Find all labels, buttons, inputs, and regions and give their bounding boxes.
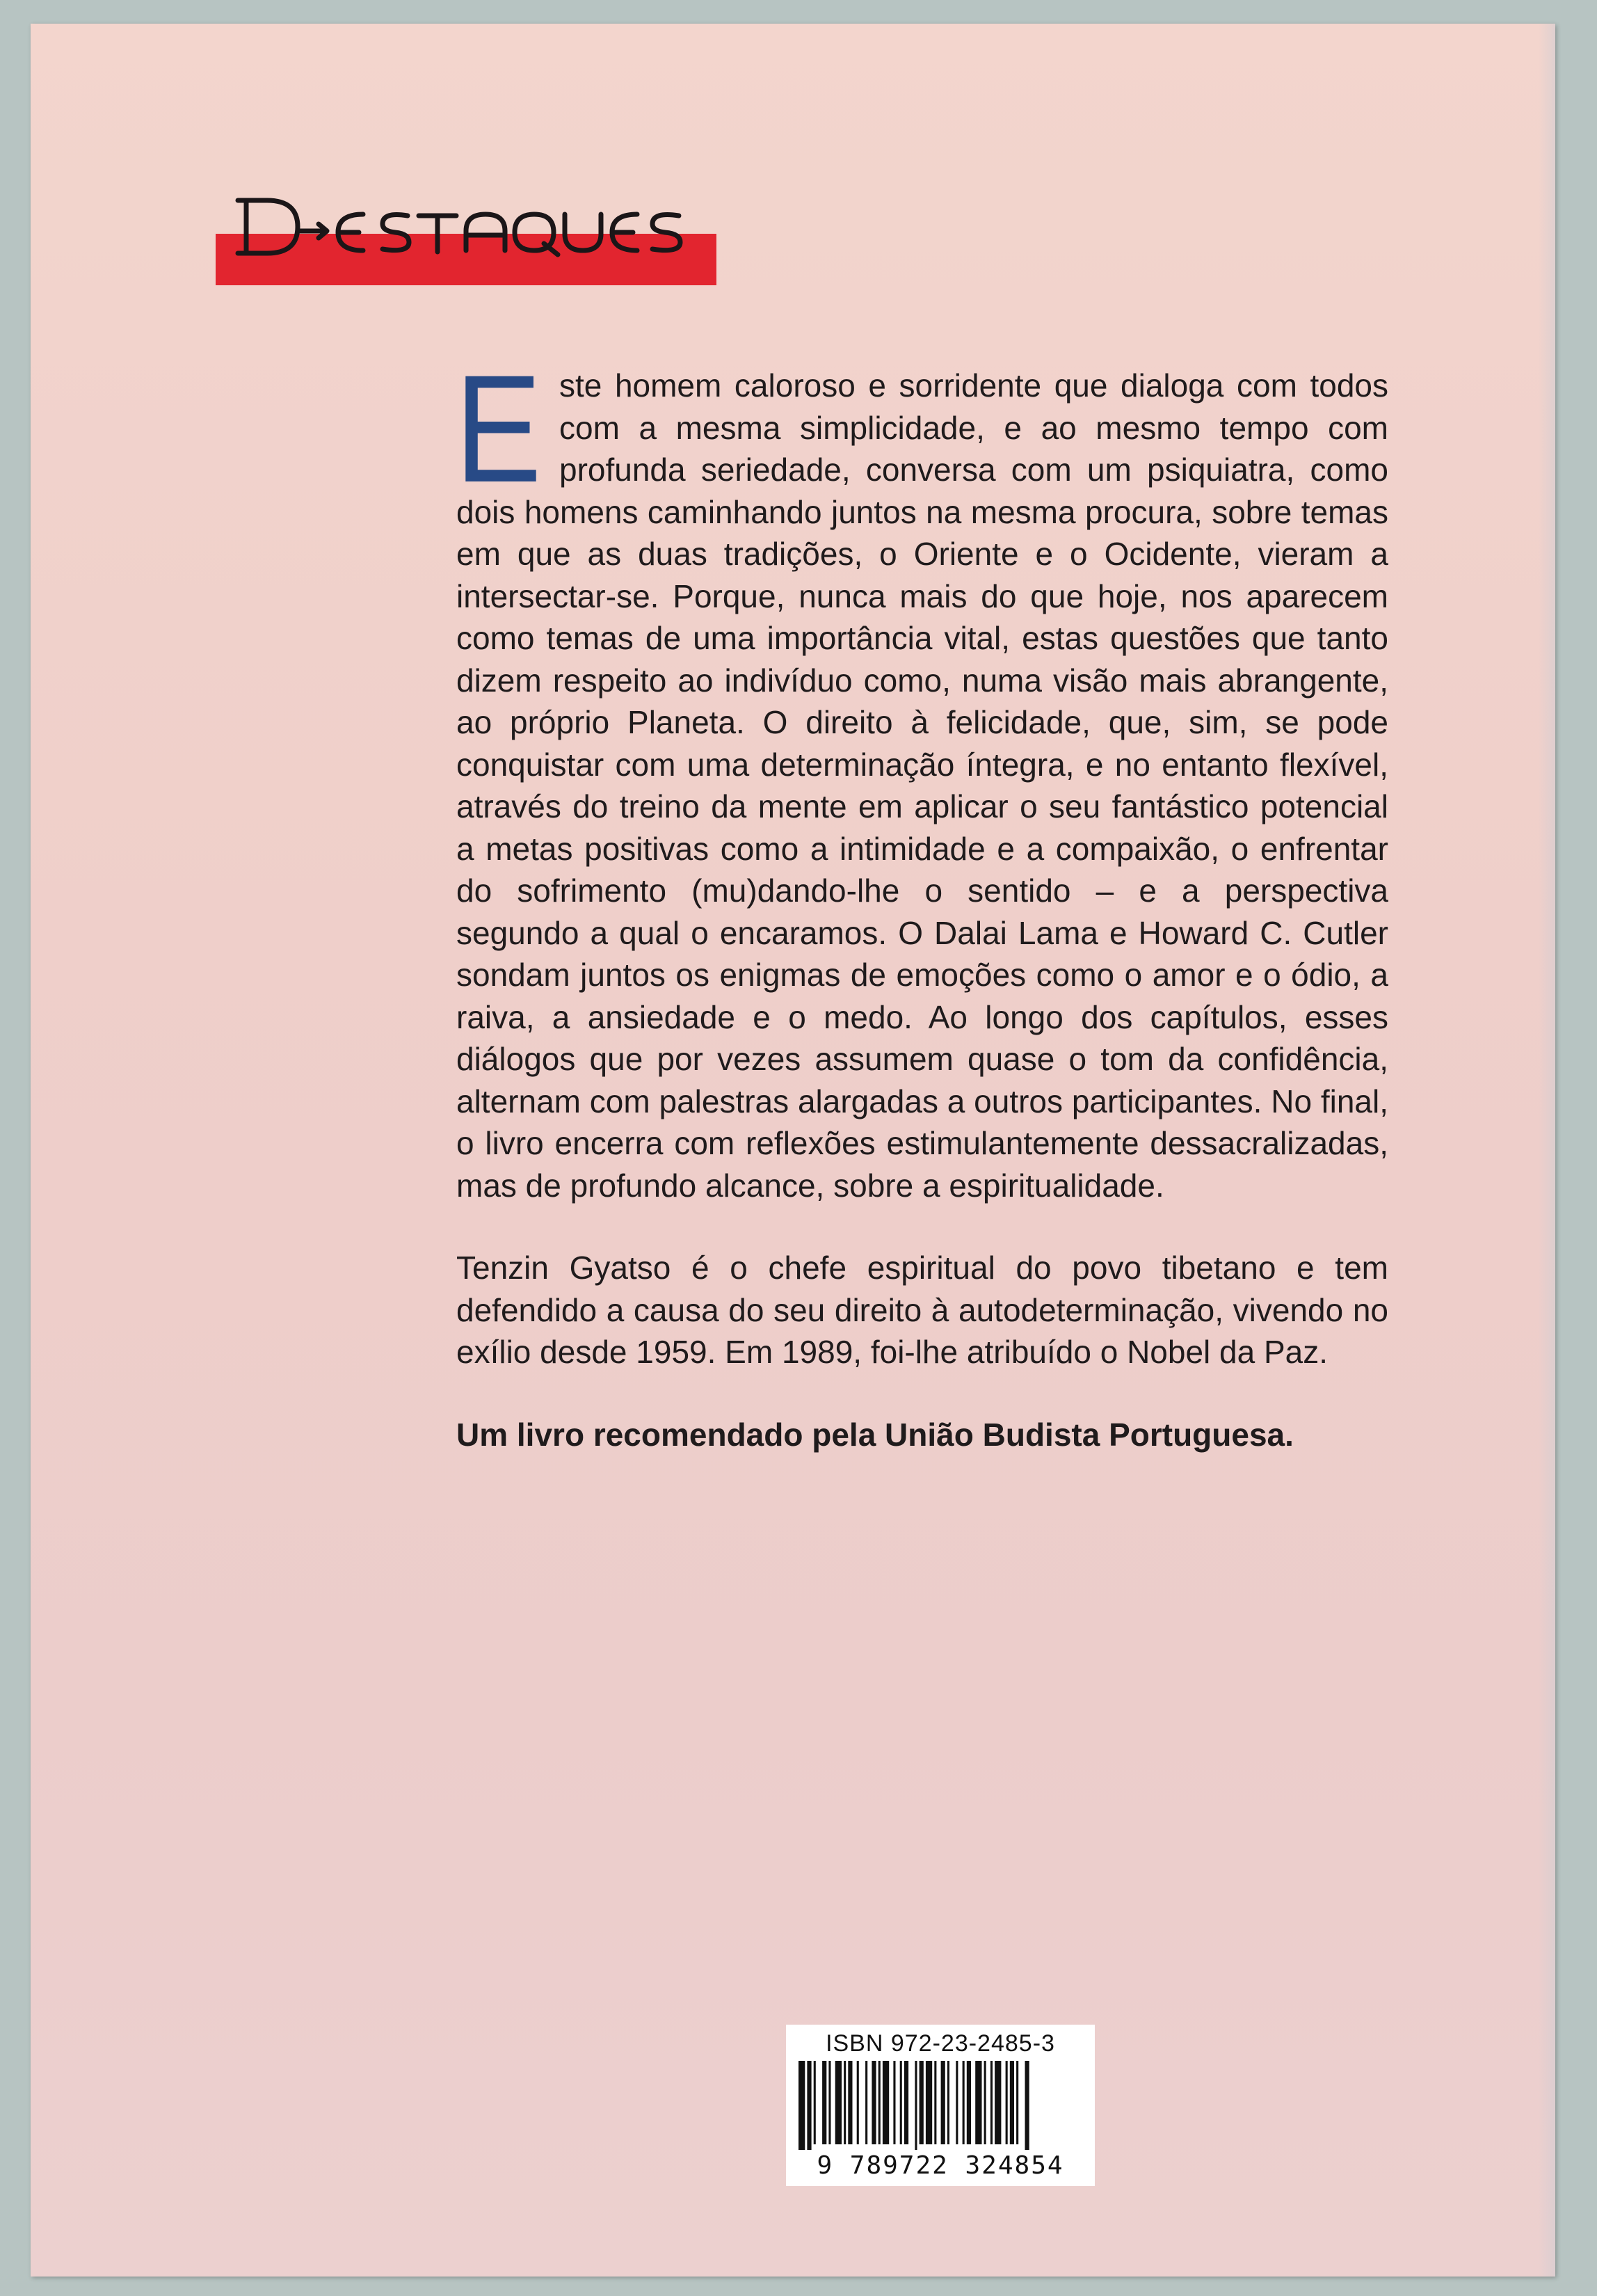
barcode-bar — [893, 2061, 895, 2144]
barcode-bar — [848, 2061, 852, 2144]
barcode-bar — [920, 2061, 924, 2144]
paragraph-1-text: ste homem caloroso e sorridente que dialoga com todos com a mesma simplicidade, e ao mesmo tempo com profunda seriedade, conversa com um psiquiatra, como dois homens caminhando juntos na mesma procura, sobre temas em que as duas tradições, o Oriente e o Ocidente, vieram a intersectar-se. Porque, nunca mais do que hoje, nos aparecem como temas de uma importância vital, estas questões que tanto dizem respeito ao indivíduo como, numa visão mais abrangente, ao próprio Planeta. O direito à felicidade, que, sim, se pode conquistar com uma determinação íntegra, e no entanto flexível, através do treino da mente em aplicar o seu fantástico potencial a metas positivas como a intimidade e a compaixão, o enfrentar do sofrimento (mu)dando-lhe o sentido – e a perspectiva segundo a qual o encaramos. O Dalai Lama e Howard C. Cutler sondam juntos os enigmas de emoções como o amor e o ódio, a raiva, a ansiedade e o medo. Ao longo dos capítulos, esses diálogos que por vezes assumem quase o tom da confidência, alternam com palestras alargadas a outros participantes. No final, o livro encerra com reflexões estimulantemente dessacralizadas, mas de profundo alcance, sobre a espiritualidade. — [456, 367, 1388, 1204]
barcode-bar — [975, 2061, 981, 2144]
barcode-bar — [967, 2061, 971, 2144]
barcode-bar — [872, 2061, 876, 2144]
dropcap-letter: E — [455, 343, 542, 514]
barcode-bar — [995, 2061, 1001, 2144]
barcode-bar — [984, 2061, 986, 2144]
barcode-bar — [822, 2061, 826, 2144]
barcode-bar — [990, 2061, 993, 2144]
destaques-logo — [216, 188, 716, 271]
barcode-bar — [900, 2061, 902, 2144]
barcode-bar — [963, 2061, 965, 2144]
barcode-bar — [844, 2061, 846, 2144]
blurb-paragraph-1 — [455, 343, 1388, 1206]
blurb-text — [455, 343, 1388, 1456]
barcode-bar — [947, 2061, 949, 2144]
barcode-bar — [904, 2061, 908, 2144]
barcode-bar — [926, 2061, 932, 2144]
barcode-bar — [915, 2061, 917, 2150]
barcode-bar — [878, 2061, 881, 2144]
barcode-bar — [807, 2061, 811, 2150]
barcode-bar — [934, 2061, 936, 2144]
barcode-bar — [828, 2061, 830, 2144]
recommendation-line: Um livro recomendado pela União Budista Portuguesa. — [456, 1416, 1294, 1453]
barcode-bars — [796, 2061, 1085, 2150]
book-back-cover — [31, 24, 1555, 2277]
barcode-bar — [1025, 2061, 1029, 2150]
barcode-bar — [865, 2061, 867, 2144]
ean-number: 9 789722 324854 — [817, 2151, 1064, 2180]
barcode-bar — [835, 2061, 842, 2144]
barcode-bar — [1016, 2061, 1018, 2144]
barcode-bar — [941, 2061, 945, 2144]
cover-edge — [1539, 24, 1555, 2277]
barcode-bar — [814, 2061, 816, 2144]
barcode-bar — [857, 2061, 859, 2144]
logo-wordmark — [234, 188, 707, 264]
barcode-bar — [883, 2061, 889, 2144]
barcode-bar — [798, 2061, 805, 2150]
barcode-bar — [956, 2061, 958, 2144]
isbn-barcode — [786, 2025, 1095, 2186]
barcode-bar — [1006, 2061, 1008, 2144]
isbn-label: ISBN 972-23-2485-3 — [826, 2030, 1055, 2057]
author-bio-paragraph: Tenzin Gyatso é o chefe espiritual do povo tibetano e tem defendido a causa do seu direito à autodeterminação, vivendo no exílio desde 1959. Em 1989, foi-lhe atribuído o Nobel da Paz. — [456, 1250, 1388, 1370]
barcode-bar — [1010, 2061, 1014, 2144]
